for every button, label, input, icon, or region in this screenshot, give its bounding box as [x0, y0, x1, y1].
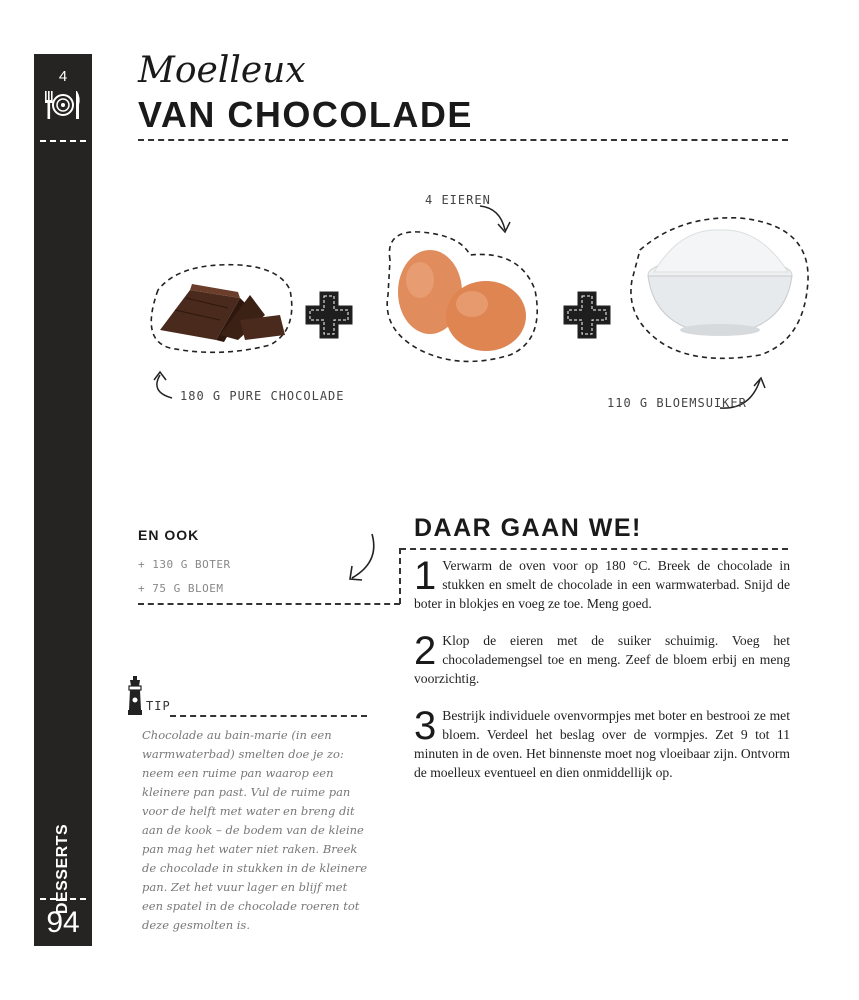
tip-text: Chocolade au bain-marie (in een warmwaterbad) smelten doe je zo: neem een ruime pan waarop een kleinere pan past. Vul de ruime pan voor de helft met water en breng dit aan de kook – de bodem van de kleine pan mag het water niet raken. Breek de chocolade in stukken in de kleinere pan. Zet het vuur lager en blijf met een spatel in de chocolade roeren tot deze gesmolten is.	[142, 728, 367, 932]
step-number: 1	[414, 554, 437, 598]
steps-title: DAAR GAAN WE!	[414, 514, 642, 542]
step-text: Klop de eieren met de suiker schuimig. Voeg het chocolademengsel toe en meng. Zeef de bloem erbij en meng voorzichtig.	[414, 633, 790, 686]
ingredient-label-eggs: 4 EIEREN	[425, 193, 491, 207]
page-title: VAN CHOCOLADE	[138, 94, 473, 135]
plus-icon	[564, 292, 610, 338]
tip-divider	[170, 715, 367, 717]
title-script: Moelleux	[138, 50, 306, 91]
list-item: + 130 G BOTER	[138, 558, 231, 571]
page-number: 94	[46, 906, 80, 939]
steps-divider	[400, 548, 788, 550]
sidebar-divider-top	[40, 140, 86, 142]
eggs-image	[387, 232, 537, 362]
sugar-bowl-image	[631, 218, 808, 359]
extra-ingredients-title: EN OOK	[138, 527, 200, 543]
extra-divider	[138, 603, 400, 605]
category-label	[51, 819, 75, 919]
extra-ingredients-list	[138, 556, 231, 604]
step-number: 2	[414, 629, 437, 673]
step-3	[414, 706, 790, 782]
title-divider	[138, 139, 788, 141]
list-item: + 75 G BLOEM	[138, 582, 224, 595]
category-text: DESSERTS	[54, 823, 71, 915]
ingredient-label-sugar: 110 G BLOEMSUIKER	[607, 396, 747, 410]
sidebar-divider-bottom	[40, 898, 86, 900]
step-text: Verwarm de oven voor op 180 °C. Breek de chocolade in stukken en smelt de chocolade in een warmwaterbad. Snijd de boter in blokjes en voeg ze toe. Meng goed.	[414, 558, 790, 611]
tip-label: TIP	[146, 699, 171, 713]
ingredient-label-chocolate: 180 G PURE CHOCOLADE	[180, 389, 345, 403]
step-number: 3	[414, 704, 437, 748]
arrow-icon	[342, 532, 382, 588]
persons-count: 4	[58, 68, 68, 85]
cutlery-plate-icon	[43, 90, 83, 124]
sidebar	[34, 54, 92, 946]
connector-vertical	[399, 548, 401, 604]
step-text: Bestrijk individuele ovenvormpjes met boter en bestrooi ze met bloem. Verdeel het beslag over de vormpjes. Zet 9 tot 11 minuten in de oven. Het binnenste moet nog vloeibaar zijn. Ontvorm de moelleux eventueel en dien onmiddellijk op.	[414, 708, 790, 780]
chocolate-image	[151, 265, 292, 353]
plus-icon	[306, 292, 352, 338]
pepper-mill-icon	[126, 676, 144, 716]
step-1	[414, 556, 790, 613]
step-2	[414, 631, 790, 688]
